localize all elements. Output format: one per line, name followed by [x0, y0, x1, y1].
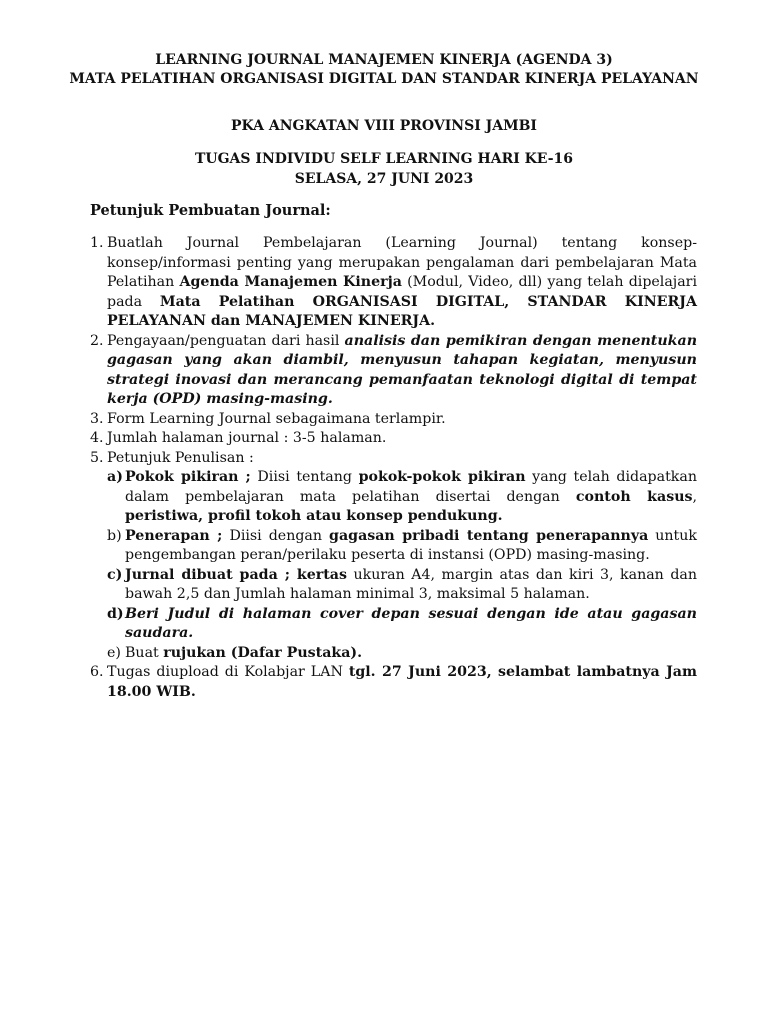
- item-text: Buatlah Journal Pembelajaran (Learning Journal) tentang konsep-konsep/informasi penting yang merupakan pengalaman dari pembelajaran Mata Pelatihan: [107, 235, 697, 290]
- title-line-4: TUGAS INDIVIDU SELF LEARNING HARI KE-16: [194, 151, 574, 167]
- list-item-3: [90, 410, 697, 430]
- sub-item-c: [90, 566, 697, 605]
- title-line-2: MATA PELATIHAN ORGANISASI DIGITAL DAN STANDAR KINERJA PELAYANAN: [69, 71, 699, 87]
- item-text: Petunjuk Penulisan :: [107, 449, 254, 466]
- item-number: 2.: [90, 332, 104, 349]
- list-item-1: [90, 234, 697, 332]
- sub-item-letter: d): [107, 605, 124, 622]
- sub-item-e: [90, 644, 697, 664]
- list-item-2: [90, 332, 697, 410]
- item-text: Tugas diupload di Kolabjar LAN: [107, 664, 349, 680]
- sub-item-d: [90, 605, 697, 644]
- item-text: Jumlah halaman journal : 3-5 halaman.: [107, 430, 387, 446]
- sub-item-letter: b): [107, 527, 122, 544]
- sub-item-text-bold: pokok-pokok pikiran: [358, 469, 526, 485]
- item-text-bold: Agenda Manajemen Kinerja: [179, 274, 402, 290]
- item-text-bold-italic: analisis dan pemikiran dengan menentukan gagasan yang akan diambil, menyusun tahapan kegiatan, menyusun strategi inovasi dan merancang pemanfaatan teknologi digital di tempat kerja (OPD) masing-masing.: [107, 332, 698, 407]
- item-number: 1.: [90, 235, 104, 251]
- sub-item-b: [90, 527, 697, 566]
- title-line-5: SELASA, 27 JUNI 2023: [294, 171, 474, 187]
- sub-item-text: Buat: [125, 644, 164, 661]
- item-text-bold: tgl. 27 Juni 2023, selambat lambatnya Jam 18.00 WIB.: [107, 664, 697, 700]
- sub-item-text-bold: Penerapan ;: [125, 527, 223, 544]
- item-text: (Modul, Video, dll) yang telah dipelajari pada: [107, 274, 697, 310]
- sub-item-text: yang telah didapatkan dalam pembelajaran mata pelatihan disertai dengan: [125, 469, 697, 505]
- list-item-6: [90, 663, 697, 702]
- sub-item-letter: c): [107, 566, 123, 583]
- list-item-5: [90, 449, 697, 469]
- sub-item-text: untuk pengembangan peran/perilaku peserta di instansi (OPD) masing-masing.: [125, 527, 697, 563]
- instruction-list: [90, 234, 697, 702]
- sub-item-text-bold: Jurnal dibuat pada ; kertas: [125, 566, 347, 583]
- sub-item-text-bold: peristiwa, profil tokoh atau konsep pendukung.: [125, 508, 503, 524]
- item-number: 4.: [90, 430, 104, 446]
- sub-item-letter: a): [107, 469, 123, 485]
- sub-item-text: ukuran A4, margin atas dan kiri 3, kanan dan bawah 2,5 dan Jumlah halaman minimal 3, maksimal 5 halaman.: [125, 566, 697, 602]
- sub-item-text-bold: rujukan (Dafar Pustaka).: [163, 644, 363, 661]
- sub-item-a: [90, 468, 697, 527]
- title-line-1: LEARNING JOURNAL MANAJEMEN KINERJA (AGENDA 3): [155, 52, 613, 68]
- sub-item-text-bold: gagasan pribadi tentang penerapannya: [329, 527, 649, 544]
- sub-item-text-bold: contoh kasus: [575, 488, 693, 505]
- item-text: Form Learning Journal sebagaimana terlampir.: [107, 410, 446, 427]
- item-number: 5.: [90, 449, 104, 466]
- list-item-4: [90, 429, 697, 449]
- sub-item-text: Diisi dengan: [222, 527, 330, 544]
- sub-item-letter: e): [107, 644, 121, 661]
- title-line-3: PKA ANGKATAN VIII PROVINSI JAMBI: [231, 118, 537, 134]
- item-number: 3.: [90, 410, 104, 427]
- item-number: 6.: [90, 664, 104, 680]
- sub-item-text-bold: Pokok pikiran ;: [125, 469, 251, 485]
- sub-item-text: ,: [692, 488, 698, 505]
- item-text: Pengayaan/penguatan dari hasil: [107, 332, 345, 349]
- section-label: Petunjuk Pembuatan Journal:: [90, 202, 331, 219]
- sub-item-text-bold-italic: Beri Judul di halaman cover depan sesuai dengan ide atau gagasan saudara.: [125, 605, 697, 641]
- sub-item-text: Diisi tentang: [250, 469, 359, 485]
- item-text-bold: Mata Pelatihan ORGANISASI DIGITAL, STANDAR KINERJA PELAYANAN dan MANAJEMEN KINERJA.: [107, 293, 698, 329]
